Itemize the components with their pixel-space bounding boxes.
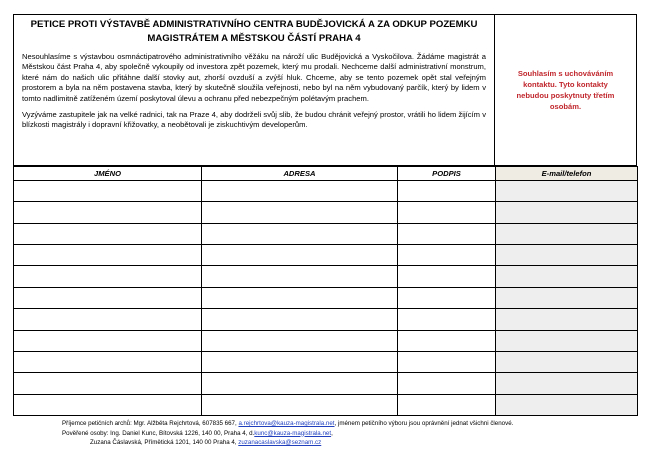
table-row [14, 245, 638, 266]
name-cell[interactable] [14, 309, 202, 330]
footer-authorized-email-link[interactable]: kunc@kauza-magistrala.net [254, 429, 332, 437]
table-row [14, 181, 638, 202]
name-cell[interactable] [14, 223, 202, 244]
email-phone-cell[interactable] [496, 181, 638, 202]
address-cell[interactable] [202, 287, 398, 308]
header-signature: PODPIS [398, 167, 496, 181]
petition-title-line-2: MAGISTRÁTEM A MĚSTSKOU ČÁSTÍ PRAHA 4 [147, 33, 361, 44]
address-cell[interactable] [202, 373, 398, 394]
email-phone-cell[interactable] [496, 351, 638, 372]
footer-line-authorized-1 [62, 429, 642, 439]
table-row [14, 351, 638, 372]
header-name: JMÉNO [14, 167, 202, 181]
signature-table [13, 166, 638, 416]
signature-cell[interactable] [398, 181, 496, 202]
consent-box [495, 14, 637, 166]
email-phone-cell[interactable] [496, 266, 638, 287]
signature-cell[interactable] [398, 373, 496, 394]
petition-text-box [13, 14, 495, 166]
name-cell[interactable] [14, 351, 202, 372]
signature-table-header [14, 167, 638, 181]
name-cell[interactable] [14, 287, 202, 308]
signature-cell[interactable] [398, 287, 496, 308]
email-phone-cell[interactable] [496, 245, 638, 266]
consent-notice: Souhlasím s uchováváním kontaktu. Tyto kontakty nebudou poskytnuty třetím osobám. [516, 69, 615, 111]
header-email-phone: E-mail/telefon [496, 167, 638, 181]
table-row [14, 373, 638, 394]
address-cell[interactable] [202, 394, 398, 415]
footer-authorized-text: Pověřené osoby: Ing. Daniel Kunc, Bítovská 1226, 140 00, Praha 4, d. [62, 429, 255, 437]
footer-recipient-email-link[interactable]: a.rejchrtova@kauza-magistrala.net [238, 420, 335, 427]
footer-line-authorized-2 [62, 438, 642, 448]
address-cell[interactable] [202, 202, 398, 223]
signature-cell[interactable] [398, 394, 496, 415]
table-row [14, 287, 638, 308]
email-phone-cell[interactable] [496, 287, 638, 308]
address-cell[interactable] [202, 330, 398, 351]
footer-recipient-suffix: , jménem petičního výboru jsou oprávnění jednat všichni členové. [334, 420, 514, 427]
petition-title-line-1: PETICE PROTI VÝSTAVBĚ ADMINISTRATIVNÍHO CENTRA BUDĚJOVICKÁ A ZA ODKUP POZEMKU [30, 19, 478, 30]
name-cell[interactable] [14, 181, 202, 202]
footer-line-recipient [62, 419, 642, 429]
address-cell[interactable] [202, 223, 398, 244]
petition-paragraph-2: Vyzýváme zastupitele jak na velké radnici, tak na Praze 4, aby dodrželi svůj slib, že budou chránit veřejný prostor, vrátili ho lidem žijícím v blízkosti magistrály i dopravní křižovatky, a neobětovali je ziskuchtivým developerům. [22, 110, 486, 130]
signature-cell[interactable] [398, 266, 496, 287]
signature-cell[interactable] [398, 223, 496, 244]
address-cell[interactable] [202, 309, 398, 330]
signature-cell[interactable] [398, 202, 496, 223]
name-cell[interactable] [14, 330, 202, 351]
email-phone-cell[interactable] [496, 394, 638, 415]
name-cell[interactable] [14, 394, 202, 415]
email-phone-cell[interactable] [496, 330, 638, 351]
table-row [14, 266, 638, 287]
footer-authorized-suffix: , [331, 429, 333, 437]
email-phone-cell[interactable] [496, 373, 638, 394]
address-cell[interactable] [202, 351, 398, 372]
email-phone-cell[interactable] [496, 223, 638, 244]
header-address: ADRESA [202, 167, 398, 181]
address-cell[interactable] [202, 181, 398, 202]
table-row [14, 330, 638, 351]
email-phone-cell[interactable] [496, 309, 638, 330]
table-row [14, 223, 638, 244]
name-cell[interactable] [14, 245, 202, 266]
table-row [14, 202, 638, 223]
signature-cell[interactable] [398, 351, 496, 372]
table-row [14, 394, 638, 415]
address-cell[interactable] [202, 266, 398, 287]
footer [62, 419, 642, 448]
name-cell[interactable] [14, 266, 202, 287]
address-cell[interactable] [202, 245, 398, 266]
footer-authorized-2-email-link[interactable]: zuzanacaslavska@seznam.cz [238, 439, 322, 446]
table-row [14, 309, 638, 330]
petition-paragraph-1: Nesouhlasíme s výstavbou osmnáctipatrového administrativního věžáku na nároží ulic Budějovická a Vyskočilova. Žádáme magistrát a Městskou část Praha 4, aby společně vykoupily od investora zpět pozemek, který mu prodali. Nechceme další administrativní monstrum, které nám do našich ulic přitáhne další stovky aut, zhorší ovzduší a zvýší hluk. Chceme, aby se tento pozemek opět stal veřejným prostorem a byla na něm postavena stavba, který by skutečně sloužila veřejnosti, nebo byl na něm vybudovaný parčík, který by lidem v tomto nadlimitně zatíženém území poskytoval úlevu a ochranu před nebezpečným polétavým prachem. [22, 52, 486, 103]
signature-cell[interactable] [398, 330, 496, 351]
name-cell[interactable] [14, 373, 202, 394]
footer-authorized-2-text: Zuzana Čáslavská, Přímětická 1201, 140 00 Praha 4, [90, 439, 237, 446]
signature-cell[interactable] [398, 309, 496, 330]
signature-cell[interactable] [398, 245, 496, 266]
footer-recipient-text: Příjemce petičních archů: Mgr. Alžběta Rejchrtová, 607835 667, [62, 420, 237, 427]
name-cell[interactable] [14, 202, 202, 223]
email-phone-cell[interactable] [496, 202, 638, 223]
